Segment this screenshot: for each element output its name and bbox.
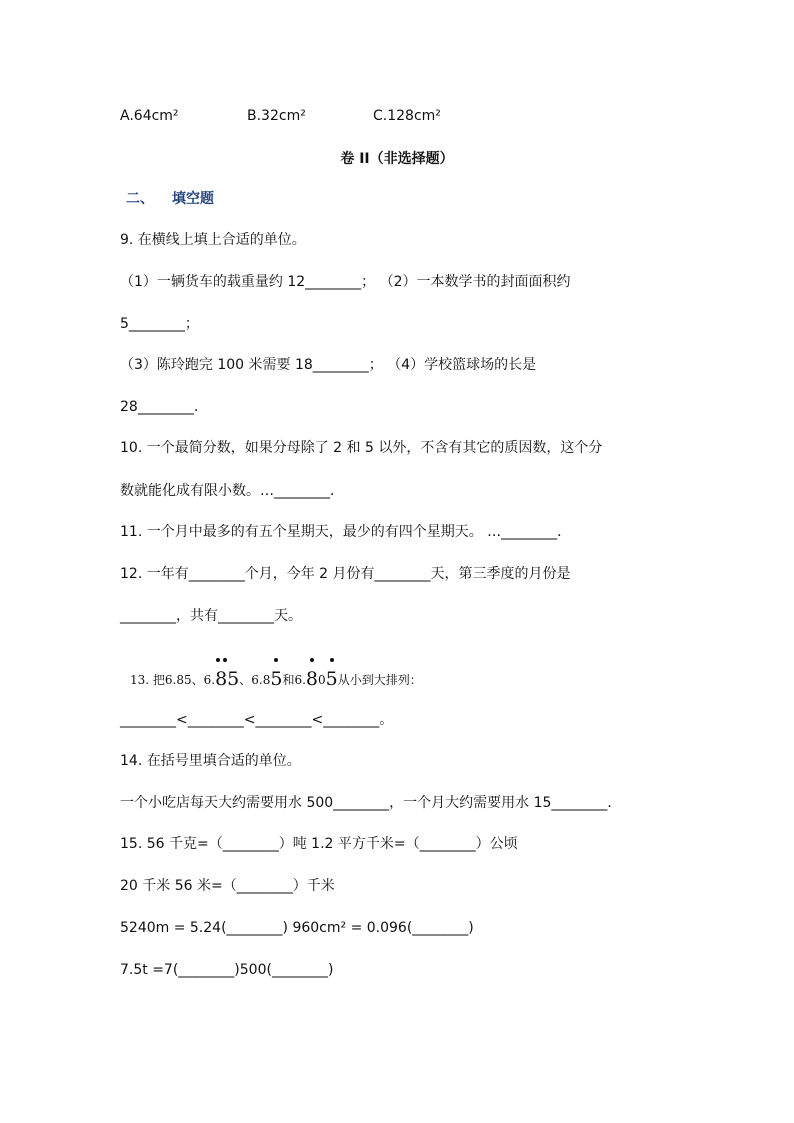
q13-digit-8: 8 — [305, 668, 318, 690]
question-14: 14. 在括号里填合适的单位。 — [120, 753, 301, 769]
section-heading — [126, 188, 214, 208]
paper-title: 卷 II（非选择题） — [340, 151, 454, 167]
question-11: 11. 一个月中最多的有五个星期天，最少的有四个星期天。 …________． — [120, 524, 572, 540]
question-10-line-2: 数就能化成有限小数。…________． — [120, 483, 344, 499]
question-9-part-4-answer: 28________． — [120, 399, 208, 415]
option-c: C.128cm² — [373, 108, 441, 124]
question-10-line-1: 10. 一个最简分数，如果分母除了 2 和 5 以外，不含有其它的质因数，这个分 — [120, 440, 603, 456]
section-number: 二、 — [126, 191, 154, 207]
repeat-dot — [330, 658, 334, 662]
question-14-body: 一个小吃店每天大约需要用水 500________，一个月大约需要用水 15________． — [120, 795, 622, 811]
q13-mid-3: 0 — [318, 673, 326, 687]
q13-repeating-5b — [326, 669, 338, 689]
question-12-line-2: ________，共有________天。 — [120, 608, 302, 624]
repeat-dot — [274, 658, 278, 662]
q13-digit-5b: 5 — [325, 668, 338, 690]
question-9-part-3-4: （3）陈玲跑完 100 米需要 18________； （4）学校篮球场的长是 — [120, 357, 537, 373]
question-12-line-1: 12. 一年有________个月，今年 2 月份有________天，第三季度的月份是 — [120, 566, 571, 582]
repeat-dot — [223, 658, 227, 662]
q13-suffix: 从小到大排列： — [337, 673, 422, 687]
q13-digit-5: 5 — [270, 668, 283, 690]
question-9: 9. 在横线上填上合适的单位。 — [120, 232, 306, 248]
q13-mid-1: 、6.8 — [239, 673, 271, 687]
section-name: 填空题 — [172, 191, 214, 207]
option-a: A.64cm² — [120, 108, 179, 124]
q13-repeating-5 — [270, 669, 282, 689]
q13-repeating-85 — [215, 669, 239, 689]
repeat-dot — [310, 658, 314, 662]
repeat-dot — [216, 658, 220, 662]
q13-digits-85: 85 — [215, 668, 240, 690]
question-9-part-2-answer: 5________； — [120, 316, 199, 332]
question-15-line-3: 5240m = 5.24(________) 960cm² = 0.096(________) — [120, 920, 474, 936]
question-15-line-1: 15. 56 千克=（________）吨 1.2 平方千米=（________）公顷 — [120, 836, 518, 852]
question-13 — [130, 668, 422, 690]
question-9-part-1-2: （1）一辆货车的载重量约 12________； （2）一本数学书的封面面积约 — [120, 274, 571, 290]
q13-mid-2: 和6. — [282, 673, 306, 687]
question-13-answer: ________<________<________<________。 — [120, 712, 394, 728]
question-15-line-4: 7.5t =7(________)500(________) — [120, 962, 334, 978]
question-15-line-2: 20 千米 56 米=（________）千米 — [120, 878, 335, 894]
q13-prefix: 13. 把6.85、6. — [130, 673, 216, 687]
q13-repeating-8 — [306, 669, 318, 689]
option-b: B.32cm² — [247, 108, 306, 124]
